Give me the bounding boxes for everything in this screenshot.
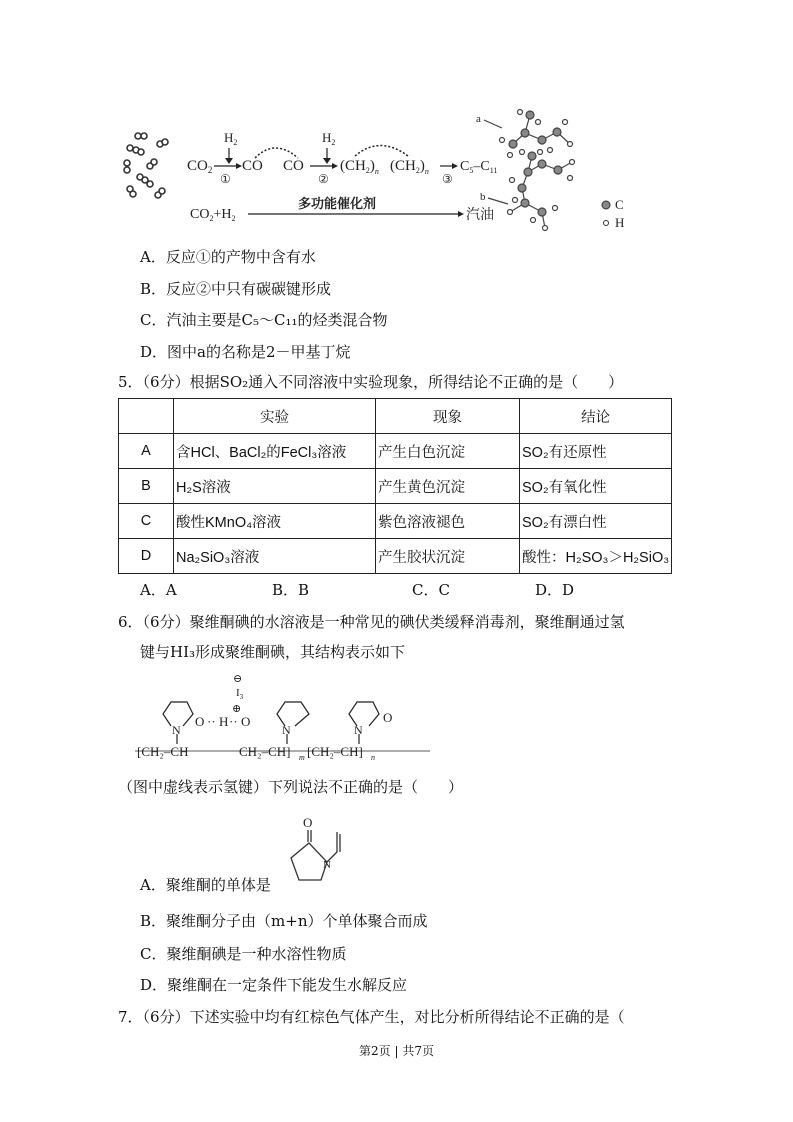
table-cell: 产生胶状沉淀 (376, 539, 520, 574)
table-cell: 含HCl、BaCl₂的FeCl₃溶液 (174, 434, 376, 469)
table-cell: 紫色溶液褪色 (376, 504, 520, 539)
table-row (119, 539, 672, 574)
table-header-cell (119, 399, 174, 434)
svg-text:CO: CO (242, 158, 263, 174)
svg-text:⊕: ⊕ (232, 703, 242, 715)
svg-text:[CH₂–CH: [CH₂–CH (137, 744, 189, 759)
q5-answer-c: C．C (412, 581, 450, 599)
page-footer: 第2页 | 共7页 (359, 1044, 434, 1058)
svg-text:m: m (299, 753, 305, 762)
svg-text:H: H (219, 714, 229, 729)
table-row (119, 504, 672, 539)
table-cell: 酸性：H₂SO₃＞H₂SiO₃ (520, 539, 672, 574)
q5-table (118, 398, 672, 574)
svg-text:C: C (615, 197, 624, 212)
svg-text:N: N (323, 859, 331, 871)
table-cell: D (119, 539, 174, 574)
table-cell: SO₂有还原性 (520, 434, 672, 469)
table-cell: B (119, 469, 174, 504)
table-row (119, 434, 672, 469)
q6-option-b: B．聚维酮分子由（m+n）个单体聚合而成 (140, 912, 428, 930)
svg-text:[CH₂–CH]: [CH₂–CH] (307, 744, 363, 759)
q5-answer-a: A．A (140, 581, 177, 599)
svg-text:O: O (195, 714, 205, 729)
svg-text:③: ③ (442, 172, 453, 186)
svg-text:C5–C11: $C_5-C_{11}$ (460, 159, 498, 175)
q6-option-a: A．聚维酮的单体是 (140, 876, 271, 894)
co2-molecules-icon (124, 133, 168, 198)
q4-option-d: D．图中a的名称是2－甲基丁烷 (140, 343, 351, 361)
svg-text:O: O (383, 710, 393, 725)
svg-text:H2: $H_2$ (322, 130, 336, 147)
q4-option-b: B．反应②中只有碳碳键形成 (140, 280, 332, 298)
monomer-structure (283, 812, 363, 892)
table-header-row (119, 399, 672, 434)
svg-text:①: ① (220, 172, 231, 186)
q6-option-c: C．聚维酮碘是一种水溶性物质 (140, 945, 347, 963)
svg-text:N: N (172, 723, 181, 737)
svg-text:H: H (615, 215, 625, 230)
svg-text:I3: $I_3$ (236, 687, 244, 701)
svg-text:②: ② (318, 172, 329, 186)
svg-text:b: b (480, 191, 486, 203)
svg-text:O: O (303, 815, 313, 830)
q7-stem: 7．（6分）下述实验中均有红棕色气体产生，对比分析所得结论不正确的是（ (118, 1008, 625, 1026)
svg-text:n: n (371, 753, 375, 762)
svg-text:⊖: ⊖ (233, 673, 243, 685)
legend (602, 197, 624, 230)
table-row (119, 469, 672, 504)
povidone-iodine-structure (135, 672, 435, 767)
svg-text:CO2: $CO_2$ (187, 158, 213, 175)
q6-stem-line2: 键与HI₃形成聚维酮碘，其结构表示如下 (140, 643, 406, 661)
svg-text:(CH2)n: $(CH_2)_n$ (390, 158, 429, 176)
q4-option-c: C．汽油主要是C₅～C₁₁的烃类混合物 (140, 311, 388, 329)
svg-text:(CH2)n: $(CH_2)_n$ (340, 158, 379, 176)
svg-text:CH₂–CH]: CH₂–CH] (239, 744, 291, 759)
svg-text:N: N (354, 723, 363, 737)
q5-answer-d: D．D (535, 581, 575, 599)
reaction-diagram (110, 100, 650, 235)
svg-text:··: ·· (229, 714, 238, 729)
svg-text:CO2+H2: $CO_2+H_2$ (190, 207, 236, 223)
q4-option-a: A．反应①的产物中含有水 (140, 248, 316, 266)
q5-stem: 5．（6分）根据SO₂通入不同溶液中实验现象，所得结论不正确的是（ ） (118, 373, 624, 391)
q6-stem-line1: 6．（6分）聚维酮碘的水溶液是一种常见的碘伏类缓释消毒剂，聚维酮通过氢 (118, 613, 625, 631)
table-cell: 产生黄色沉淀 (376, 469, 520, 504)
table-header-cell: 结论 (520, 399, 672, 434)
table-cell: C (119, 504, 174, 539)
q6-option-d: D．聚维酮在一定条件下能发生水解反应 (140, 976, 408, 994)
svg-text:多功能催化剂: 多功能催化剂 (298, 196, 377, 211)
svg-text:CO: CO (283, 158, 304, 174)
svg-text:汽油: 汽油 (466, 208, 494, 223)
table-cell: SO₂有漂白性 (520, 504, 672, 539)
svg-text:a: a (476, 113, 481, 125)
table-cell: A (119, 434, 174, 469)
q6-note: （图中虚线表示氢键）下列说法不正确的是（ ） (118, 778, 464, 796)
table-cell: H₂S溶液 (174, 469, 376, 504)
svg-text:O: O (241, 714, 251, 729)
table-cell: SO₂有氧化性 (520, 469, 672, 504)
table-cell: Na₂SiO₃溶液 (174, 539, 376, 574)
table-cell: 产生白色沉淀 (376, 434, 520, 469)
table-header-cell: 现象 (376, 399, 520, 434)
table-cell: 酸性KMnO₄溶液 (174, 504, 376, 539)
svg-text:N: N (282, 723, 291, 737)
svg-text:··: ·· (207, 714, 216, 729)
svg-text:H2: $H_2$ (224, 130, 238, 147)
q5-answer-b: B．B (272, 581, 310, 599)
table-header-cell: 实验 (174, 399, 376, 434)
